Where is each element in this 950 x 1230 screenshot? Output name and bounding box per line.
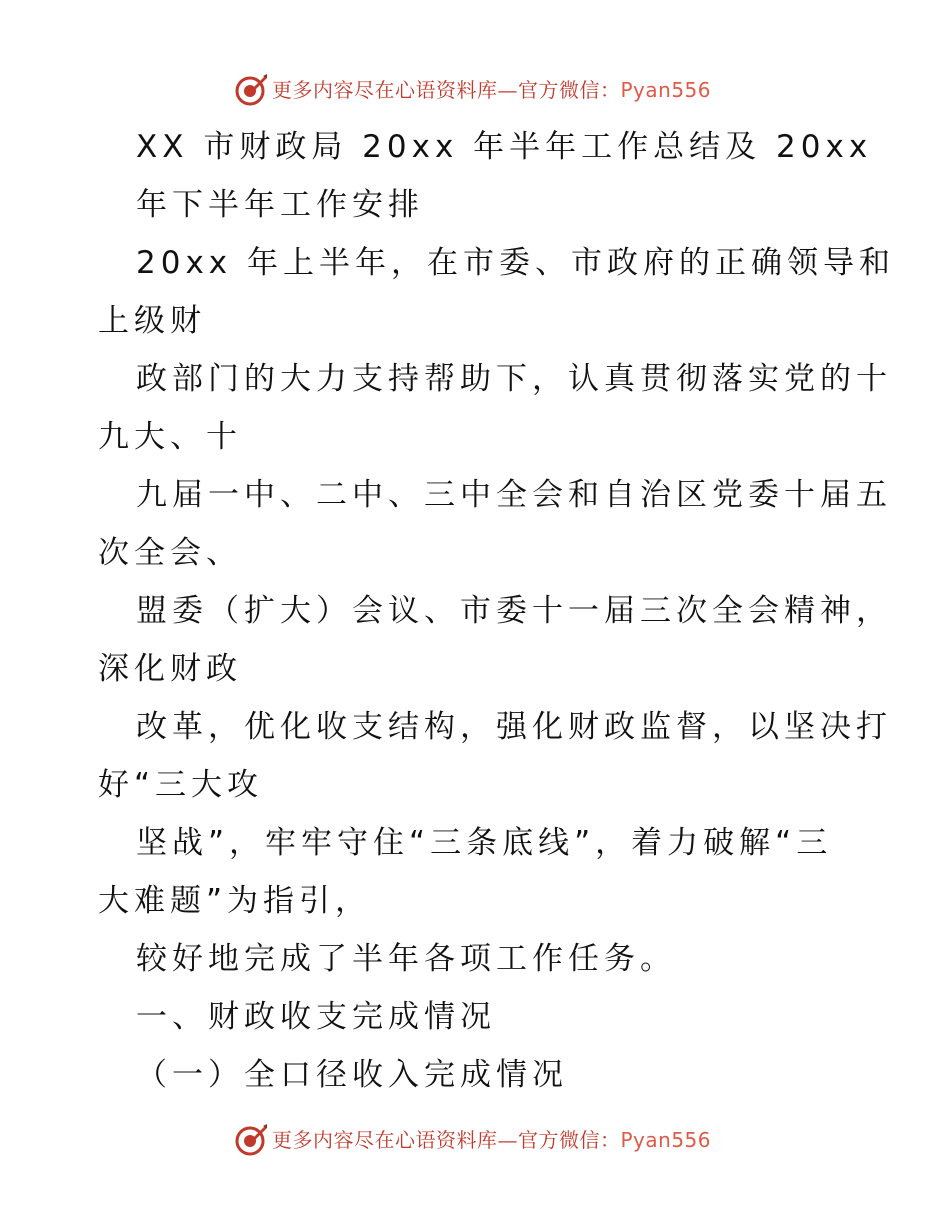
- section-heading: 一、财政收支完成情况: [136, 999, 496, 1035]
- watermark-wechat-id: Pyan556: [620, 78, 712, 102]
- watermark-prefix: 更多内容尽在心语资料库—: [272, 78, 518, 102]
- document-text-line: 九大、十: [98, 419, 242, 455]
- document-text-line: 上级财: [98, 303, 206, 339]
- document-text-line: 大难题”为指引，: [98, 883, 372, 919]
- document-text-line: 较好地完成了半年各项工作任务。: [136, 941, 676, 977]
- brand-logo-icon: [234, 73, 268, 107]
- document-text-line: 好“三大攻: [98, 767, 264, 803]
- watermark-text: [272, 1128, 711, 1152]
- document-text-line: 九届一中、二中、三中全会和自治区党委十届五: [136, 477, 892, 513]
- watermark-wechat-label: 官方微信：: [518, 78, 621, 102]
- document-text-line: 深化财政: [98, 651, 242, 687]
- watermark-wechat-label: 官方微信：: [518, 1128, 621, 1152]
- watermark-prefix: 更多内容尽在心语资料库—: [272, 1128, 518, 1152]
- document-text-line: 坚战”，牢牢守住“三条底线”，着力破解“三: [136, 825, 833, 861]
- document-title-line-1: XX 市财政局 20xx 年半年工作总结及 20xx: [136, 129, 873, 165]
- document-text-line: 政部门的大力支持帮助下，认真贯彻落实党的十: [136, 361, 892, 397]
- document-text-line: 20xx 年上半年，在市委、市政府的正确领导和: [136, 245, 895, 281]
- document-title-line-2: 年下半年工作安排: [136, 187, 424, 223]
- document-text-line: 改革，优化收支结构，强化财政监督，以坚决打: [136, 709, 892, 745]
- watermark-wechat-id: Pyan556: [620, 1128, 712, 1152]
- document-text-line: 盟委（扩大）会议、市委十一届三次全会精神，: [136, 593, 892, 629]
- footer-watermark: [0, 1120, 950, 1160]
- subsection-heading: （一）全口径收入完成情况: [136, 1057, 568, 1093]
- header-watermark: [0, 70, 950, 110]
- watermark-text: [272, 78, 711, 102]
- brand-logo-icon: [234, 1123, 268, 1157]
- document-text-line: 次全会、: [98, 535, 242, 571]
